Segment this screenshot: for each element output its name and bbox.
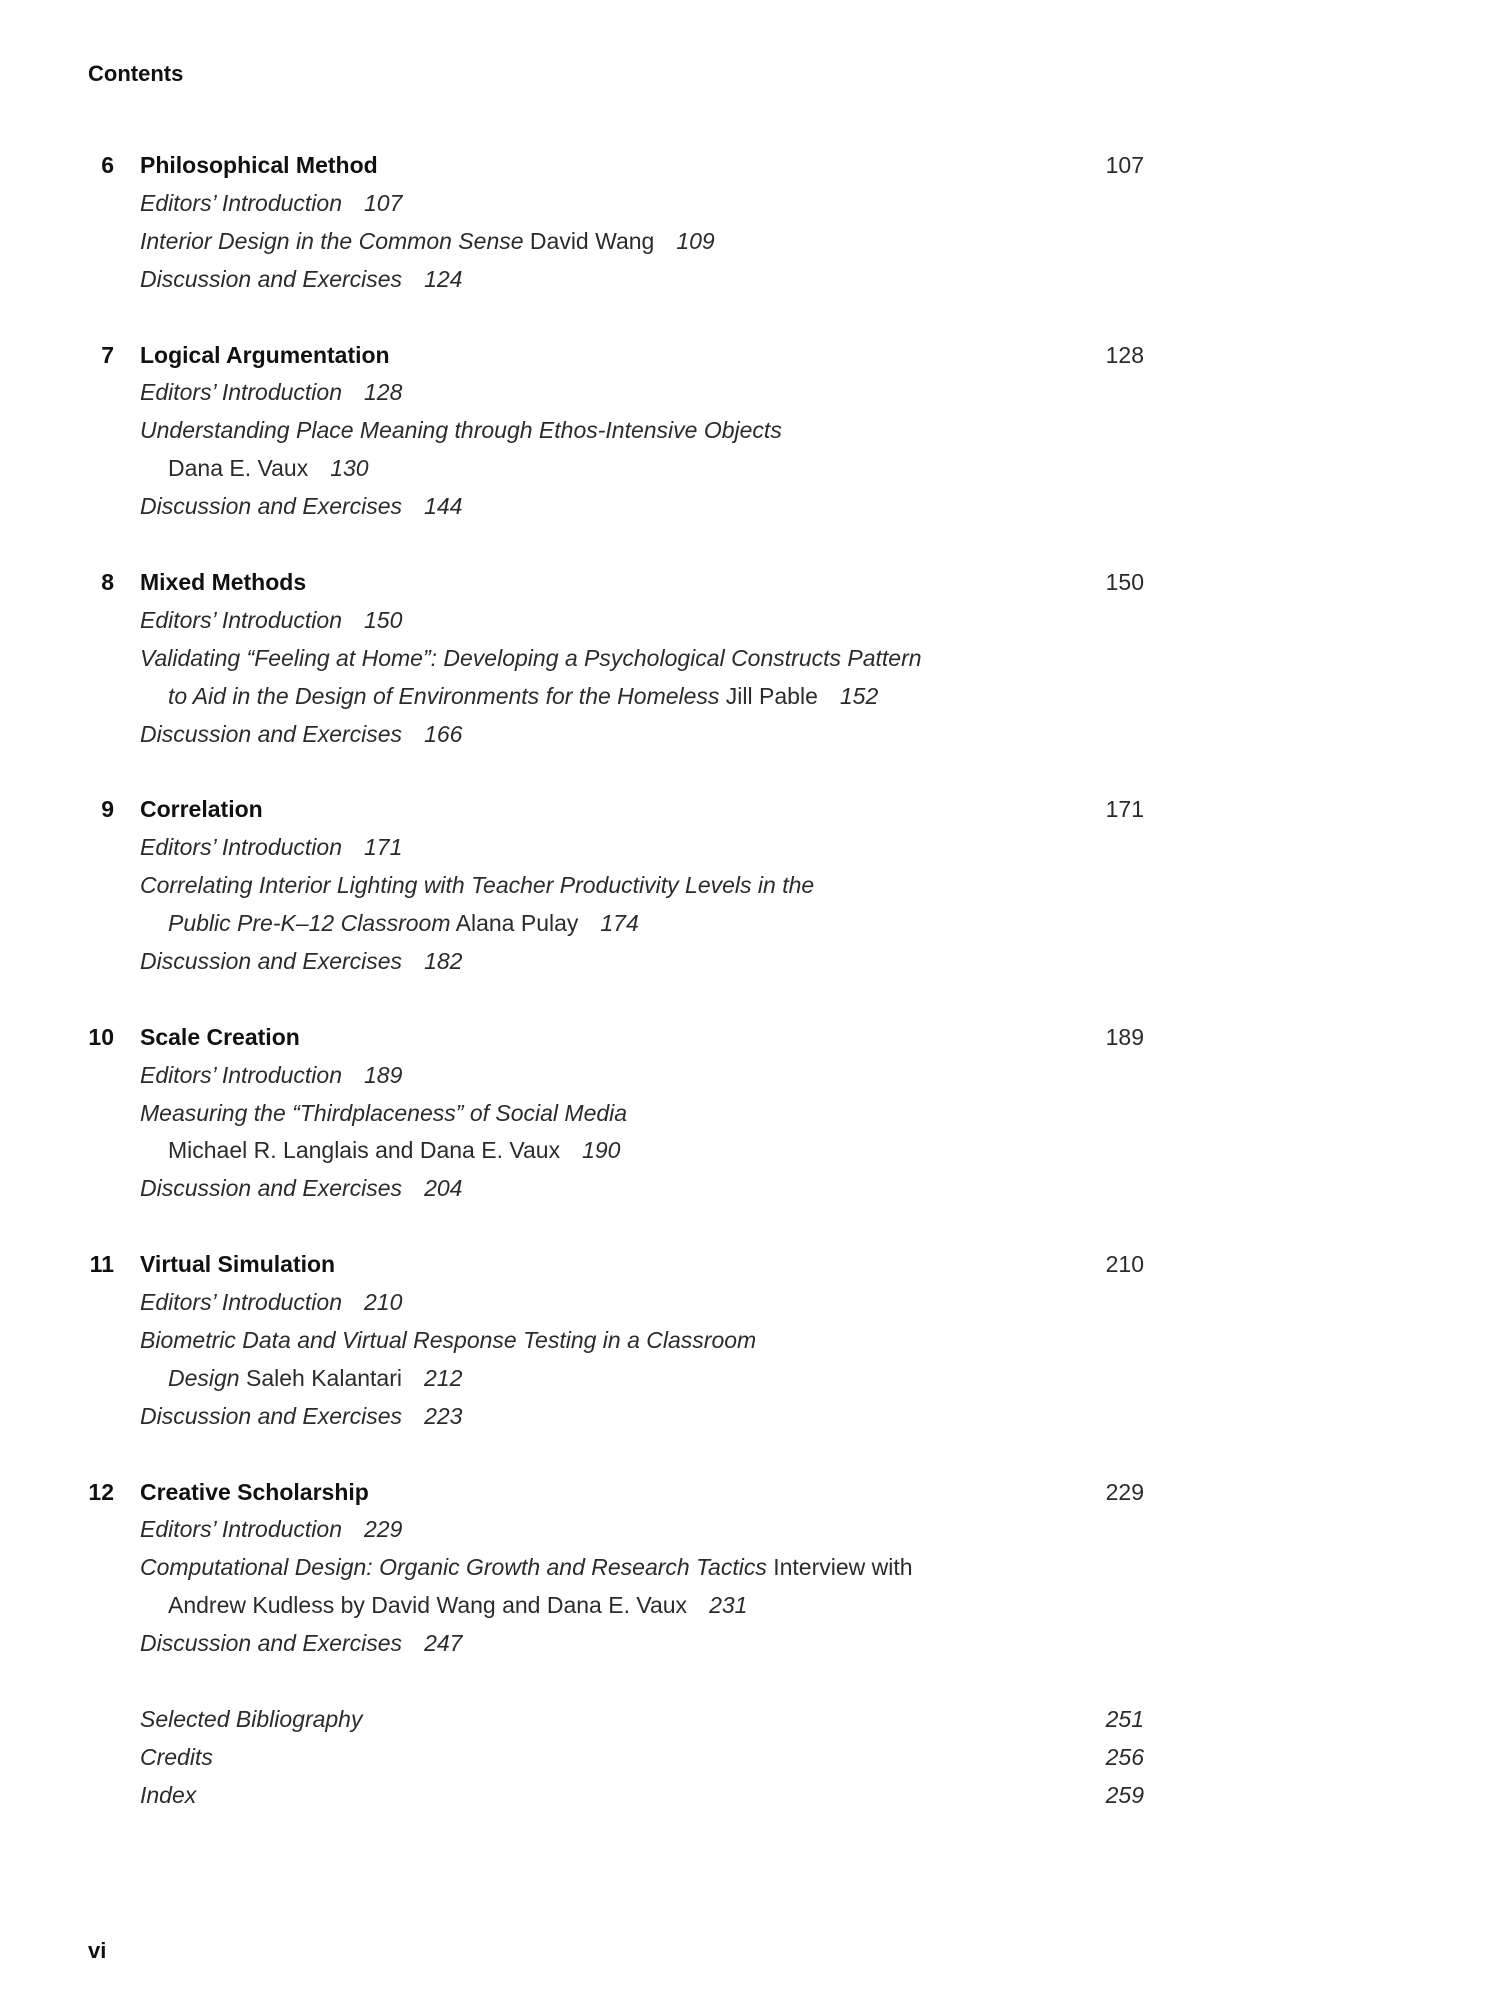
entry-title: Design xyxy=(168,1364,240,1391)
entry-page: 210 xyxy=(364,1289,403,1315)
toc-entry[interactable] xyxy=(0,639,1500,677)
entry-text xyxy=(140,222,715,260)
entry-page: 212 xyxy=(424,1364,463,1391)
entry-text xyxy=(140,601,402,639)
entry-page: 223 xyxy=(424,1402,463,1429)
entry-title: Editors’ Introduction xyxy=(140,606,343,633)
entry-text xyxy=(140,715,462,753)
entry-text xyxy=(140,1283,402,1321)
entry-text xyxy=(140,260,462,298)
contents-heading: Contents xyxy=(88,61,184,86)
entry-author: Michael R. Langlais and Dana E. Vaux xyxy=(168,1137,561,1164)
chapter-page: 229 xyxy=(1105,1478,1144,1505)
entry-text xyxy=(168,1586,747,1624)
entry-title: Biometric Data and Virtual Response Testing in a Classroom xyxy=(140,1326,757,1353)
chapter-heading-row[interactable] xyxy=(0,1473,1500,1511)
chapter-number: 6 xyxy=(101,152,114,178)
entry-page: 128 xyxy=(364,379,403,406)
toc-entry[interactable] xyxy=(0,373,1500,411)
chapter-title: Virtual Simulation xyxy=(140,1251,336,1278)
entry-title: Editors’ Introduction xyxy=(140,834,343,861)
toc-entry[interactable] xyxy=(0,942,1500,980)
toc-entry[interactable] xyxy=(0,1321,1500,1359)
entry-title: Interior Design in the Common Sense xyxy=(140,227,524,254)
entry-page: 231 xyxy=(709,1592,748,1619)
chapter-number: 7 xyxy=(101,341,114,368)
entry-text xyxy=(168,1131,620,1169)
entry-author: Interview with xyxy=(766,1554,913,1581)
chapter-number: 10 xyxy=(88,1023,114,1050)
entry-text xyxy=(140,942,462,980)
entry-page: 182 xyxy=(424,947,463,974)
entry-text xyxy=(140,828,402,866)
back-matter-row[interactable] xyxy=(0,1776,1500,1814)
entry-title: Correlating Interior Lighting with Teacher Productivity Levels in the xyxy=(140,872,815,899)
entry-text xyxy=(140,1094,627,1132)
entry-page: 229 xyxy=(364,1516,403,1543)
toc-entry[interactable] xyxy=(0,411,1500,449)
entry-title: Editors’ Introduction xyxy=(140,1516,343,1543)
entry-title: Validating “Feeling at Home”: Developing a Psychological Constructs Pattern xyxy=(140,644,922,671)
entry-text xyxy=(140,639,922,677)
entry-text xyxy=(140,1548,913,1586)
entry-title: Editors’ Introduction xyxy=(140,1061,343,1088)
entry-text xyxy=(140,866,814,904)
entry-title: Discussion and Exercises xyxy=(140,1402,403,1429)
entry-title: Discussion and Exercises xyxy=(140,1630,403,1657)
entry-title: Public Pre-K–12 Classroom xyxy=(168,910,451,936)
toc-entry[interactable] xyxy=(0,677,1500,715)
back-matter-page: 259 xyxy=(1105,1781,1144,1808)
entry-title: Editors’ Introduction xyxy=(140,379,343,406)
toc-entry[interactable] xyxy=(0,487,1500,525)
chapter-number: 12 xyxy=(88,1478,114,1505)
chapter-heading-row[interactable] xyxy=(0,790,1500,828)
entry-text xyxy=(140,1321,756,1359)
entry-title: Discussion and Exercises xyxy=(140,493,403,520)
entry-text xyxy=(140,1510,402,1548)
chapter-title: Philosophical Method xyxy=(140,152,378,178)
entry-page: 189 xyxy=(364,1061,403,1088)
chapter-title: Correlation xyxy=(140,796,263,823)
back-matter-title: Selected Bibliography xyxy=(140,1705,363,1732)
toc-entry[interactable] xyxy=(0,1131,1500,1169)
entry-page: 247 xyxy=(424,1630,463,1657)
entry-title: Editors’ Introduction xyxy=(140,189,343,216)
chapter-title: Creative Scholarship xyxy=(140,1478,369,1505)
toc-entry[interactable] xyxy=(0,1586,1500,1624)
entry-page: 190 xyxy=(582,1137,621,1164)
toc-entry[interactable] xyxy=(0,260,1500,298)
entry-page: 152 xyxy=(839,682,879,709)
entry-author: David Wang xyxy=(523,227,655,254)
toc-entry[interactable] xyxy=(0,1056,1500,1094)
chapter-page: 171 xyxy=(1105,796,1144,823)
toc-entry[interactable] xyxy=(0,828,1500,866)
entry-text xyxy=(140,1397,462,1435)
chapter-title: Scale Creation xyxy=(140,1023,300,1050)
entry-text xyxy=(140,1056,402,1094)
page-folio: vi xyxy=(88,1938,107,1963)
back-matter-page: 256 xyxy=(1105,1743,1144,1770)
entry-text xyxy=(140,184,402,222)
chapter-heading-row[interactable] xyxy=(0,336,1500,374)
entry-page: 150 xyxy=(364,606,403,633)
entry-title: Computational Design: Organic Growth and Research Tactics xyxy=(140,1554,767,1581)
toc-entry[interactable] xyxy=(0,1510,1500,1548)
entry-text xyxy=(168,1359,462,1397)
entry-text xyxy=(140,1624,462,1662)
entry-title: Editors’ Introduction xyxy=(140,1289,343,1315)
entry-text xyxy=(168,904,639,942)
chapter-title: Logical Argumentation xyxy=(140,341,390,368)
chapter-number: 11 xyxy=(89,1251,114,1278)
chapter-page: 128 xyxy=(1105,341,1144,368)
chapter-page: 189 xyxy=(1105,1023,1144,1050)
entry-author: Saleh Kalantari xyxy=(239,1364,402,1391)
toc-entry[interactable] xyxy=(0,1169,1500,1207)
entry-page: 107 xyxy=(364,189,403,216)
entry-text xyxy=(140,411,782,449)
toc-entry[interactable] xyxy=(0,222,1500,260)
chapter-heading-row[interactable] xyxy=(0,1245,1500,1283)
chapter-page: 150 xyxy=(1105,568,1144,595)
toc-entry[interactable] xyxy=(0,1094,1500,1132)
toc-entry[interactable] xyxy=(0,715,1500,753)
chapter-number: 8 xyxy=(101,568,114,595)
toc-entry[interactable] xyxy=(0,601,1500,639)
toc-entry[interactable] xyxy=(0,1283,1500,1321)
entry-title: Discussion and Exercises xyxy=(140,265,403,292)
entry-author: Jill Pable xyxy=(719,682,818,709)
entry-title: to Aid in the Design of Environments for the Homeless xyxy=(168,682,720,709)
entry-page: 204 xyxy=(424,1175,463,1202)
entry-page: 171 xyxy=(364,834,403,861)
toc-entry[interactable] xyxy=(0,1397,1500,1435)
entry-text xyxy=(140,487,462,525)
entry-page: 130 xyxy=(330,455,369,482)
chapter-number: 9 xyxy=(101,796,114,823)
chapter-page: 107 xyxy=(1105,152,1144,178)
toc-entry[interactable] xyxy=(0,866,1500,904)
back-matter-row[interactable] xyxy=(0,1700,1500,1738)
entry-text xyxy=(140,1169,462,1207)
entry-page: 144 xyxy=(424,493,463,520)
entry-title: Discussion and Exercises xyxy=(140,1175,403,1202)
entry-author: Andrew Kudless by David Wang and Dana E. Vaux xyxy=(168,1592,688,1619)
back-matter-title: Credits xyxy=(140,1743,213,1770)
chapter-heading-row[interactable] xyxy=(0,146,1500,184)
entry-text xyxy=(168,449,369,487)
toc-entry[interactable] xyxy=(0,1359,1500,1397)
entry-page: 109 xyxy=(676,227,715,254)
toc-entry[interactable] xyxy=(0,1624,1500,1662)
back-matter-page: 251 xyxy=(1105,1705,1144,1732)
entry-author: Alana Pulay xyxy=(450,910,579,936)
entry-title: Discussion and Exercises xyxy=(140,947,403,974)
back-matter-title: Index xyxy=(140,1781,197,1808)
entry-page: 124 xyxy=(424,265,463,292)
back-matter-row[interactable] xyxy=(0,1738,1500,1776)
entry-title: Discussion and Exercises xyxy=(140,720,403,747)
chapter-heading-row[interactable] xyxy=(0,1018,1500,1056)
toc-entry[interactable] xyxy=(0,904,1500,942)
entry-text xyxy=(168,677,878,715)
chapter-title: Mixed Methods xyxy=(140,568,307,595)
entry-page: 166 xyxy=(424,720,463,747)
entry-author: Dana E. Vaux xyxy=(168,455,309,482)
entry-title: Understanding Place Meaning through Ethos-Intensive Objects xyxy=(140,417,782,444)
toc-entry[interactable] xyxy=(0,184,1500,222)
entry-page: 174 xyxy=(600,910,639,936)
entry-title: Measuring the “Thirdplaceness” of Social Media xyxy=(140,1099,628,1126)
toc-entry[interactable] xyxy=(0,1548,1500,1586)
chapter-page: 210 xyxy=(1105,1251,1144,1278)
entry-text xyxy=(140,373,402,411)
toc-entry[interactable] xyxy=(0,449,1500,487)
chapter-heading-row[interactable] xyxy=(0,563,1500,601)
